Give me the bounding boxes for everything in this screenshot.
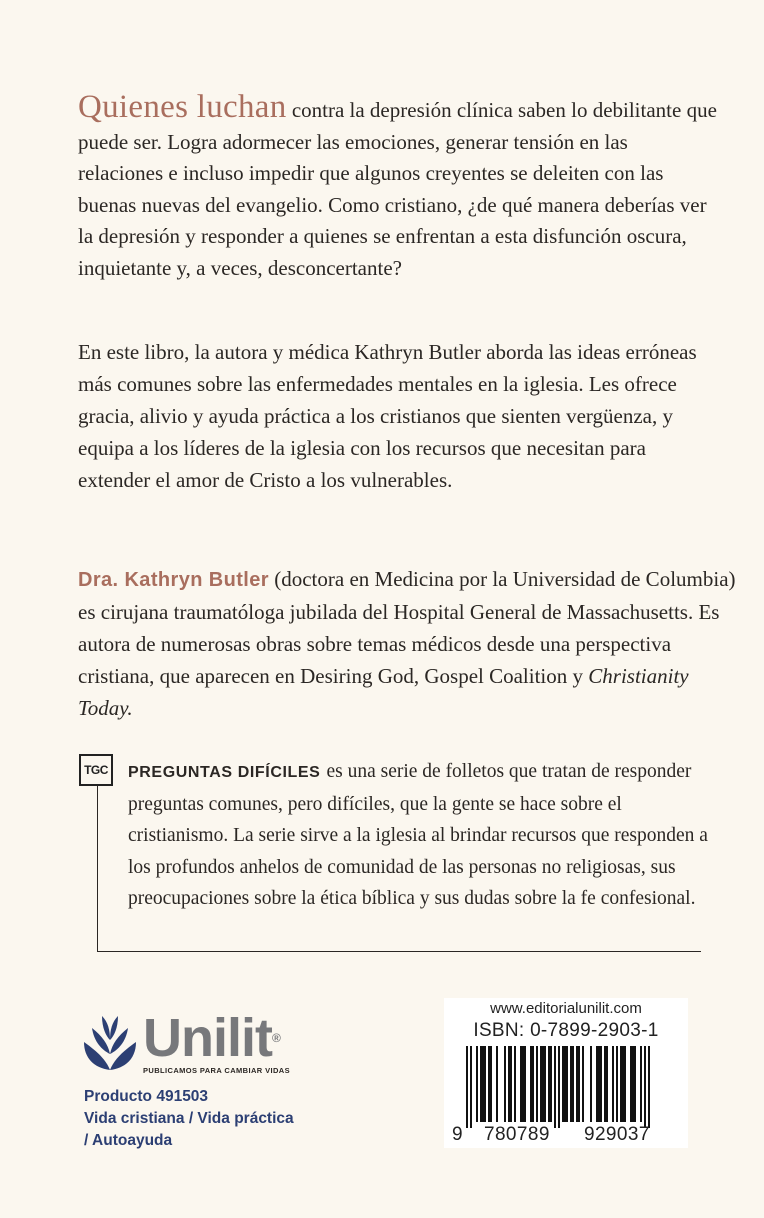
barcode-bar bbox=[620, 1046, 626, 1122]
barcode-bar bbox=[508, 1046, 512, 1122]
publisher-wordmark: Unilit® bbox=[143, 1008, 280, 1068]
barcode-bar bbox=[590, 1046, 592, 1122]
barcode-bar bbox=[488, 1046, 492, 1122]
barcode-digits-right: 929037 bbox=[584, 1124, 650, 1145]
series-text: es una serie de folletos que tratan de responder preguntas comunes, pero difíciles, que la gente se hace sobre el cristianismo. La serie sirve a la iglesia al brindar recursos que responden a los profundos anhelos de comunidad de las personas no religiosas, sus preocupaciones sobre la ética bíblica y sus dudas sobre la fe confesional. bbox=[128, 761, 708, 909]
barcode-bar bbox=[558, 1046, 560, 1128]
barcode-bar bbox=[640, 1046, 642, 1122]
isbn-text: ISBN: 0-7899-2903-1 bbox=[473, 1020, 659, 1041]
book-description: En este libro, la autora y médica Kathryn Butler aborda las ideas erróneas más comunes sobre las enfermedades mentales en la iglesia. Les ofrece gracia, alivio y ayuda práctica a los cristianos que sienten vergüenza, y equipa a los líderes de la iglesia con los recursos que necesitan para extender el amor de Cristo a los vulnerables. bbox=[78, 340, 697, 492]
barcode-bar bbox=[514, 1046, 516, 1122]
barcode-bar bbox=[466, 1046, 468, 1128]
intro-paragraph bbox=[78, 89, 718, 284]
barcode-bar bbox=[582, 1046, 584, 1122]
intro-text: contra la depresión clínica saben lo debilitante que puede ser. Logra adormecer las emociones, generar tensión en las relaciones e incluso impedir que algunos creyentes se deleiten con las buenas nuevas del evangelio. Como cristiano, ¿de qué manera deberías ver la depresión y responder a quienes se enfrentan a esta disfunción oscura, inquietante y, a veces, desconcertante? bbox=[78, 98, 717, 280]
intro-lead: Quienes luchan bbox=[78, 89, 287, 125]
barcode-bar bbox=[554, 1046, 556, 1128]
tgc-logo: TGC bbox=[79, 754, 113, 786]
barcode-bar bbox=[612, 1046, 614, 1122]
barcode-bar bbox=[604, 1046, 608, 1122]
product-category-line1: Vida cristiana / Vida práctica bbox=[84, 1110, 294, 1127]
barcode-icon bbox=[444, 1044, 688, 1128]
barcode-bar bbox=[504, 1046, 506, 1122]
barcode-bar bbox=[562, 1046, 568, 1122]
author-bio bbox=[78, 563, 738, 724]
series-rule-horizontal bbox=[97, 951, 701, 952]
barcode-panel bbox=[444, 998, 688, 1148]
series-name: PREGUNTAS DIFÍCILES bbox=[128, 764, 321, 781]
barcode-bar bbox=[476, 1046, 478, 1122]
barcode-bar bbox=[596, 1046, 602, 1122]
barcode-bar bbox=[496, 1046, 498, 1122]
barcode-bar bbox=[576, 1046, 580, 1122]
barcode-bar bbox=[548, 1046, 552, 1122]
barcode-bar bbox=[540, 1046, 546, 1122]
barcode-digit-first: 9 bbox=[452, 1124, 463, 1145]
barcode-bar bbox=[520, 1046, 526, 1122]
author-bio-italic: Christianity Today. bbox=[78, 664, 689, 720]
product-info bbox=[84, 1086, 294, 1152]
series-description bbox=[128, 756, 708, 915]
barcode-bar bbox=[530, 1046, 534, 1122]
barcode-bar bbox=[644, 1046, 646, 1128]
product-code: Producto 491503 bbox=[84, 1088, 209, 1105]
author-name: Dra. Kathryn Butler bbox=[78, 569, 269, 591]
barcode-bar bbox=[536, 1046, 538, 1122]
product-category-line2: / Autoayuda bbox=[84, 1132, 173, 1149]
barcode-bar bbox=[648, 1046, 650, 1128]
barcode-bar bbox=[630, 1046, 636, 1122]
barcode-bar bbox=[480, 1046, 486, 1122]
publisher-tagline: PUBLICAMOS PARA CAMBIAR VIDAS bbox=[143, 1066, 291, 1075]
barcode-digits-left: 780789 bbox=[484, 1124, 550, 1145]
series-rule-vertical bbox=[97, 786, 98, 951]
barcode-bar bbox=[570, 1046, 574, 1122]
barcode-bar bbox=[470, 1046, 472, 1128]
barcode-bar bbox=[616, 1046, 618, 1122]
publisher-url: www.editorialunilit.com bbox=[490, 1000, 642, 1017]
author-bio-text: (doctora en Medicina por la Universidad de Columbia) es cirujana traumatóloga jubilada del Hospital General de Massachusetts. Es autora de numerosas obras sobre temas médicos desde una perspectiva cristiana, que aparecen en Desiring God, Gospel Coalition y bbox=[78, 567, 736, 688]
